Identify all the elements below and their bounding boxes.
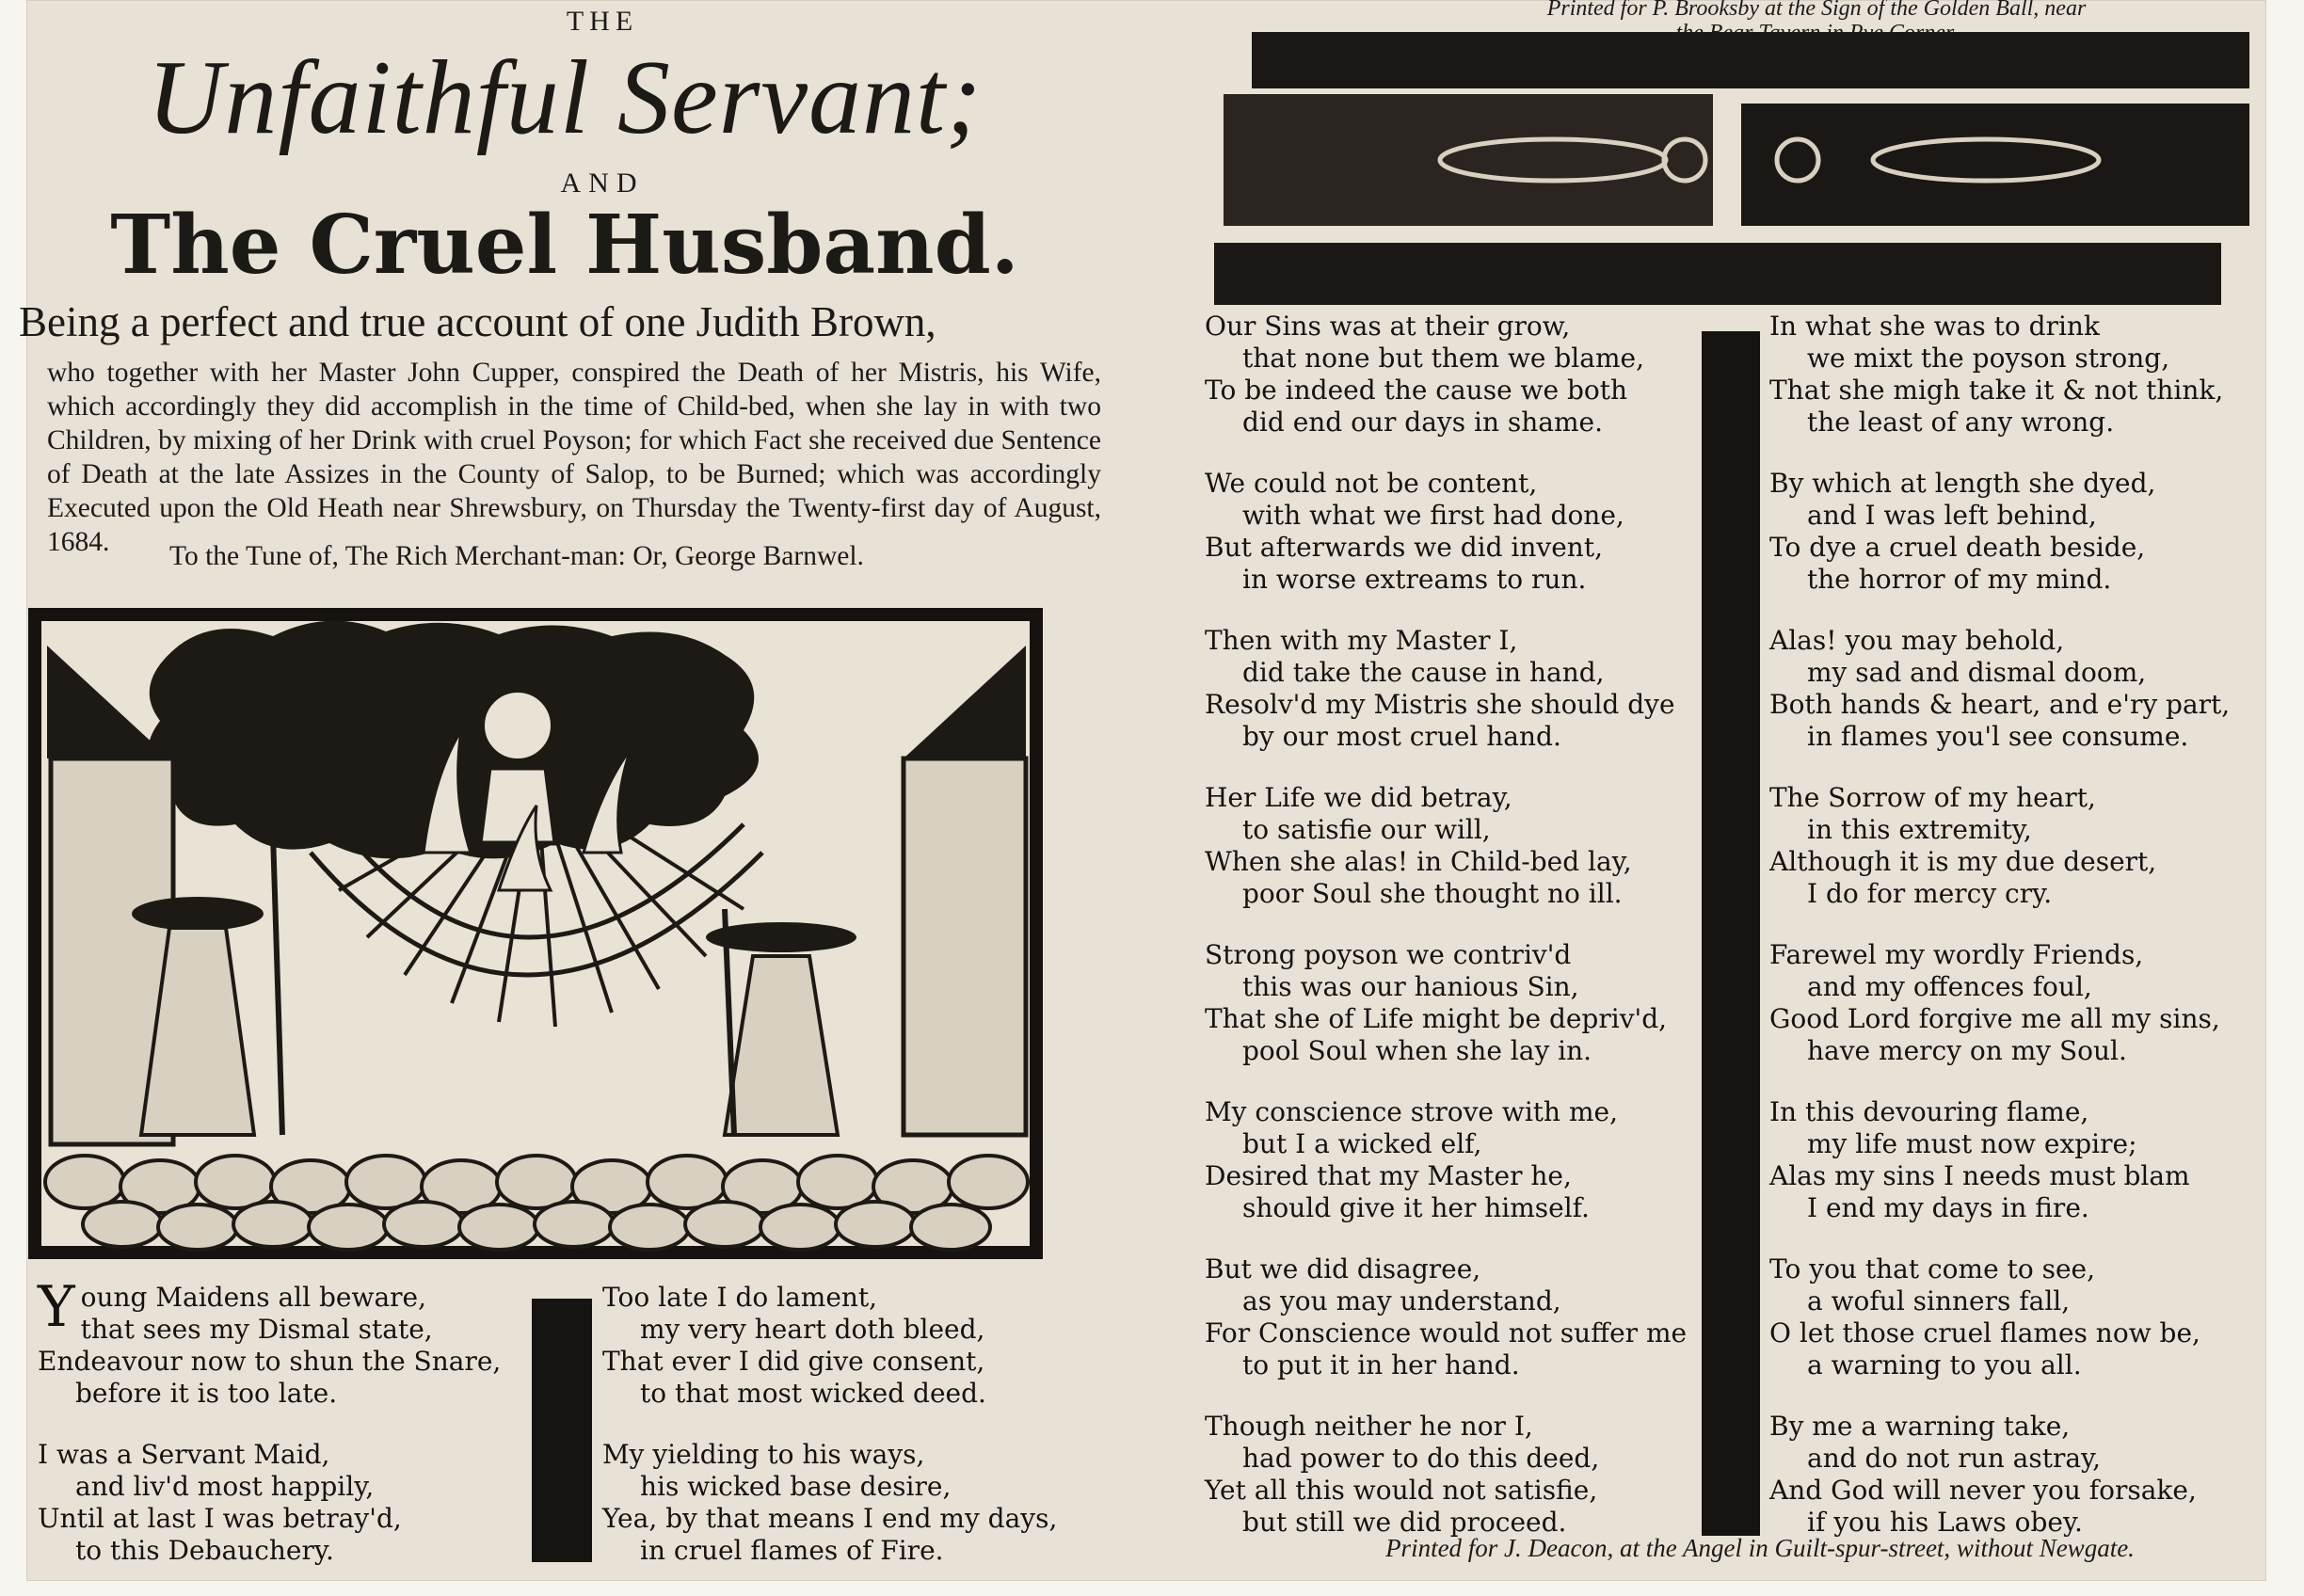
verse-line: to satisfie our will, <box>1242 814 1491 845</box>
stanza <box>1769 468 2278 596</box>
woodcut-coffins-illustration <box>1214 28 2259 311</box>
verse-line: My yielding to his ways, <box>602 1439 925 1470</box>
verse-line: Good Lord forgive me all my sins, <box>1769 1003 2220 1034</box>
stanza <box>1205 1411 1713 1539</box>
verse-line: have mercy on my Soul. <box>1807 1035 2127 1066</box>
verse-line: By which at length she dyed, <box>1769 468 2156 499</box>
verse-line: Alas my sins I needs must blam <box>1769 1160 2190 1191</box>
stanza <box>38 1439 546 1567</box>
stanza <box>602 1439 1129 1567</box>
verse-line: to put it in her hand. <box>1242 1349 1520 1381</box>
verse-line: that sees my Dismal state, <box>80 1314 433 1345</box>
verse-line: a warning to you all. <box>1807 1349 2082 1381</box>
verse-line: in cruel flames of Fire. <box>640 1535 944 1566</box>
verse-line: O let those cruel flames now be, <box>1769 1317 2200 1349</box>
verse-line: this was our hanious Sin, <box>1242 971 1579 1002</box>
verse-line: with what we first had done, <box>1242 500 1624 531</box>
stanza <box>1205 1096 1713 1224</box>
stanza <box>1205 625 1713 753</box>
verse-line: did take the cause in hand, <box>1242 657 1605 688</box>
verse-line: my life must now expire; <box>1807 1128 2137 1159</box>
verse-line: For Conscience would not suffer me <box>1205 1317 1688 1349</box>
stanza <box>1769 939 2278 1067</box>
verse-line: But we did disagree, <box>1205 1253 1481 1285</box>
stanza <box>1205 468 1713 596</box>
verse-line: his wicked base desire, <box>640 1471 952 1502</box>
verse-line: But afterwards we did invent, <box>1205 532 1603 563</box>
verse-line: To you that come to see, <box>1769 1253 2095 1285</box>
verse-line: My conscience strove with me, <box>1205 1096 1619 1127</box>
verse-line: Then with my Master I, <box>1205 625 1518 656</box>
verse-line: should give it her himself. <box>1242 1192 1590 1223</box>
verse-column-d <box>1769 311 2278 1568</box>
verse-line: but I a wicked elf, <box>1242 1128 1482 1159</box>
verse-line: to this Debauchery. <box>75 1535 334 1566</box>
stanza <box>38 1274 546 1410</box>
verse-line: Both hands & heart, and e'ry part, <box>1769 689 2231 720</box>
verse-line: Alas! you may behold, <box>1769 625 2065 656</box>
verse-line: we mixt the poyson strong, <box>1807 343 2170 374</box>
woodcut-burning-illustration <box>28 608 1043 1259</box>
verse-line: my sad and dismal doom, <box>1807 657 2147 688</box>
verse-line: Strong poyson we contriv'd <box>1205 939 1572 970</box>
verse-line: Endeavour now to shun the Snare, <box>38 1346 502 1377</box>
stanza <box>1205 311 1713 439</box>
verse-line: When she alas! in Child-bed lay, <box>1205 846 1632 877</box>
verse-line: By me a warning take, <box>1769 1411 2071 1442</box>
verse-line: Though neither he nor I, <box>1205 1411 1533 1442</box>
verse-line: the horror of my mind. <box>1807 564 2112 595</box>
verse-line: my very heart doth bleed, <box>640 1314 985 1345</box>
verse-line: Yea, by that means I end my days, <box>602 1503 1058 1534</box>
stanza <box>1769 311 2278 439</box>
verse-line: in this extremity, <box>1807 814 2032 845</box>
verse-line: Her Life we did betray, <box>1205 782 1512 813</box>
verse-line: and do not run astray, <box>1807 1443 2102 1474</box>
verse-line: Farewel my wordly Friends, <box>1769 939 2144 970</box>
stanza <box>1769 625 2278 753</box>
verse-line: I do for mercy cry. <box>1807 878 2053 909</box>
verse-column-a <box>38 1274 546 1596</box>
verse-line: Desired that my Master he, <box>1205 1160 1572 1191</box>
verse-line: before it is too late. <box>75 1378 338 1409</box>
subtitle: Being a perfect and true account of one Judith Brown, <box>19 298 936 345</box>
verse-line: Our Sins was at their grow, <box>1205 311 1571 342</box>
verse-line: pool Soul when she lay in. <box>1242 1035 1592 1066</box>
imprint-line-1: Printed for P. Brooksby at the Sign of the Golden Ball, near <box>1546 0 2087 21</box>
verse-line: In what she was to drink <box>1769 311 2100 342</box>
verse-line: Yet all this would not satisfie, <box>1205 1475 1598 1506</box>
verse-line: in worse extreams to run. <box>1242 564 1587 595</box>
tune-line: To the Tune of, The Rich Merchant-man: Or, George Barnwel. <box>169 541 864 571</box>
verse-line: to that most wicked deed. <box>640 1378 986 1409</box>
printer-imprint-bottom: Printed for J. Deacon, at the Angel in Guilt-spur-street, without Newgate. <box>1385 1534 2135 1562</box>
title-line-2: The Cruel Husband. <box>110 198 1019 293</box>
title-and: AND <box>560 168 645 199</box>
verse-line: Although it is my due desert, <box>1769 846 2157 877</box>
verse-line: I end my days in fire. <box>1807 1192 2089 1223</box>
drop-cap-initial: Y <box>38 1274 75 1340</box>
verse-line: that none but them we blame, <box>1242 343 1644 374</box>
verse-line: by our most cruel hand. <box>1242 721 1561 752</box>
stanza <box>1205 1253 1713 1381</box>
title-line-1: Unfaithful Servant; <box>147 40 983 156</box>
verse-line: And God will never you forsake, <box>1769 1475 2197 1506</box>
stanza <box>1769 1411 2278 1539</box>
verse-line: and I was left behind, <box>1807 500 2097 531</box>
stanza <box>602 1282 1129 1410</box>
column-divider-bar <box>1702 331 1760 1536</box>
verse-line: in flames you'l see consume. <box>1807 721 2189 752</box>
stanza <box>1205 782 1713 910</box>
stanza <box>1769 1253 2278 1381</box>
verse-line: In this devouring flame, <box>1769 1096 2089 1127</box>
stanza <box>1205 939 1713 1067</box>
summary-paragraph: who together with her Master John Cupper, conspired the Death of her Mistris, his Wife, which accordingly they did accomplish in the time of Child-bed, when she lay in with two Children, by mixing of her Drink with cruel Poyson; for which Fact she received due Sentence of Death at the late Assizes in the County of Salop, to be Burned; which was accordingly Executed upon the Old Heath near Shrewsbury, on Thursday the Twenty-first day of August, 1684. <box>47 358 1101 557</box>
verse-line: had power to do this deed, <box>1242 1443 1600 1474</box>
verse-column-c <box>1205 311 1713 1568</box>
verse-line: and liv'd most happily, <box>75 1471 375 1502</box>
verse-line: Too late I do lament, <box>602 1282 878 1313</box>
verse-line: That she migh take it & not think, <box>1769 375 2224 406</box>
verse-line: the least of any wrong. <box>1807 407 2115 438</box>
verse-line: but still we did proceed. <box>1242 1507 1567 1538</box>
stanza <box>1769 782 2278 910</box>
verse-column-b <box>602 1282 1129 1596</box>
verse-line: That ever I did give consent, <box>602 1346 985 1377</box>
verse-line: I was a Servant Maid, <box>38 1439 330 1470</box>
verse-line: and my offences foul, <box>1807 971 2092 1002</box>
title-the: THE <box>566 6 639 37</box>
verse-line: Until at last I was betray'd, <box>38 1503 402 1534</box>
verse-line: To be indeed the cause we both <box>1205 375 1628 406</box>
verse-line: a woful sinners fall, <box>1807 1285 2071 1317</box>
verse-line: poor Soul she thought no ill. <box>1242 878 1623 909</box>
verse-line: That she of Life might be depriv'd, <box>1205 1003 1668 1034</box>
verse-line: did end our days in shame. <box>1242 407 1604 438</box>
verse-line: To dye a cruel death beside, <box>1769 532 2146 563</box>
verse-line: as you may understand, <box>1242 1285 1561 1317</box>
verse-line: Resolv'd my Mistris she should dye <box>1205 689 1675 720</box>
verse-line: We could not be content, <box>1205 468 1538 499</box>
verse-line: oung Maidens all beware, <box>80 1282 426 1313</box>
stanza <box>1769 1096 2278 1224</box>
verse-line: if you his Laws obey. <box>1807 1507 2083 1538</box>
column-divider-bar <box>532 1299 592 1562</box>
verse-line: The Sorrow of my heart, <box>1769 782 2096 813</box>
